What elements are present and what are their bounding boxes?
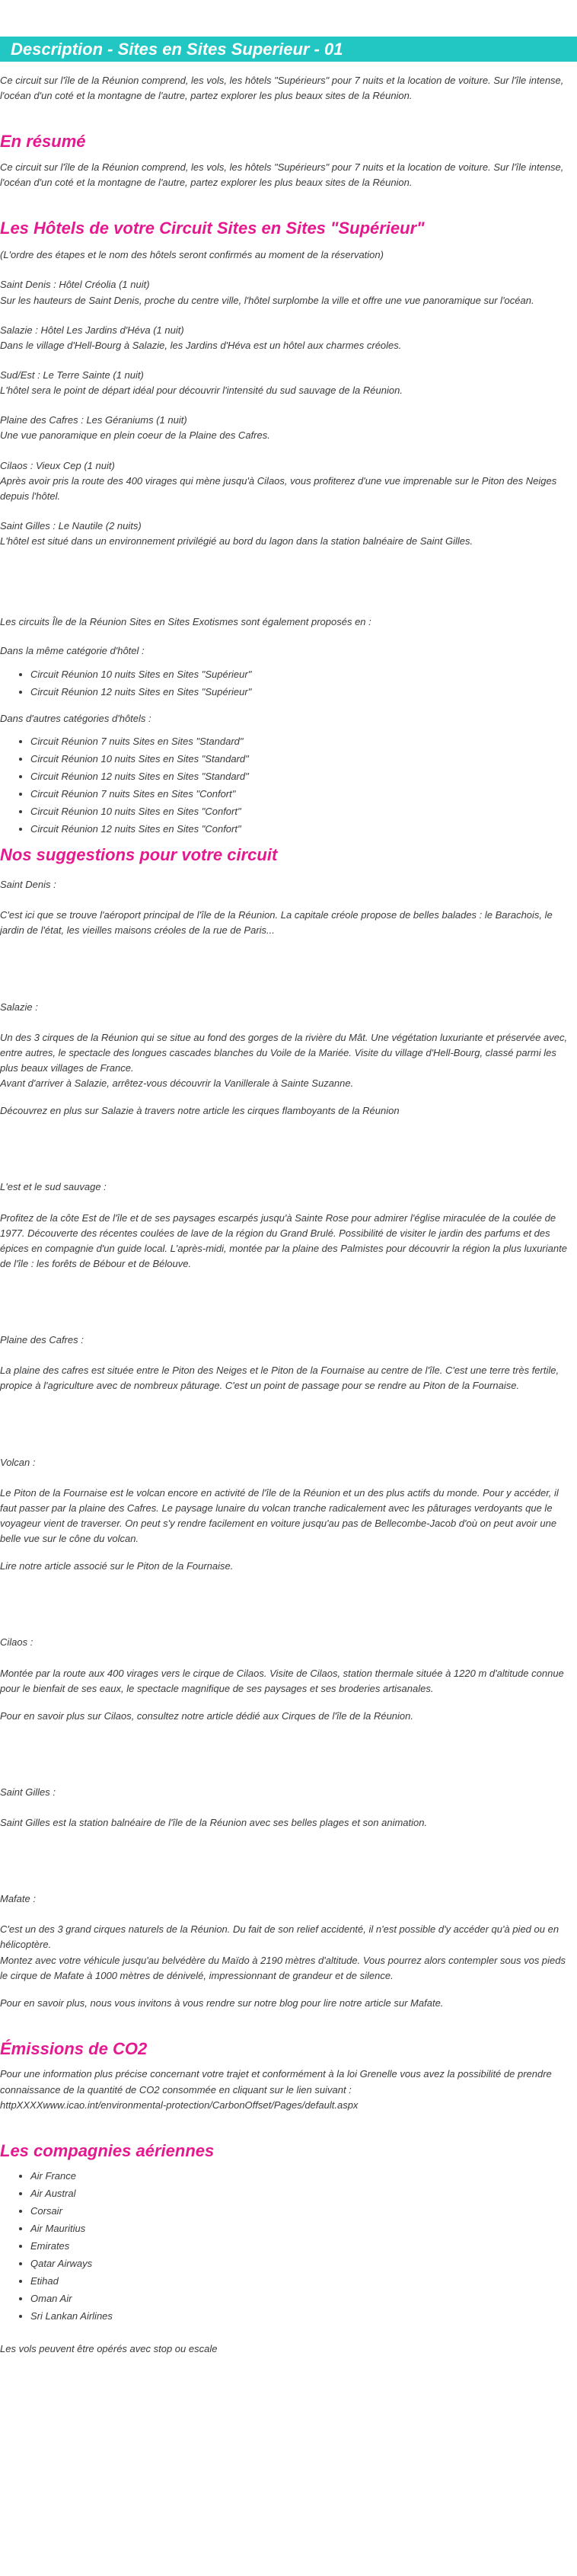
place-more-link[interactable]: Pour en savoir plus, nous vous invitons à vous rendre sur notre blog pour lire notre article sur Mafate. — [0, 1997, 444, 2009]
hotels-note: (L'ordre des étapes et le nom des hôtels seront confirmés au moment de la réservation) — [0, 249, 384, 261]
same-category-label: Dans la même catégorie d'hôtel : — [0, 645, 145, 657]
circuit-link[interactable]: • Circuit Réunion 10 nuits Sites en Sites "Supérieur" — [30, 666, 575, 683]
airlines-note: Les vols peuvent être opérés avec stop ou escale — [0, 2343, 218, 2355]
place-name: Plaine des Cafres : — [0, 1334, 84, 1346]
airline-item: • Air France — [30, 2167, 575, 2185]
airline-item: • Air Austral — [30, 2185, 575, 2202]
co2-heading: Émissions de CO2 — [0, 2039, 148, 2059]
circuit-link[interactable]: • Circuit Réunion 10 nuits Sites en Sites "Standard" — [30, 750, 575, 768]
hotel-desc: Sur les hauteurs de Saint Denis, proche du centre ville, l'hôtel surplombe la ville et offre une vue panoramique sur l'océan. — [0, 294, 534, 306]
hotel-name: Plaine des Cafres : Les Géraniums (1 nuit) — [0, 414, 187, 426]
circuit-link[interactable]: • Circuit Réunion 12 nuits Sites en Sites "Confort" — [30, 820, 575, 838]
place-desc: C'est un des 3 grand cirques naturels de la Réunion. Du fait de son relief accidenté, il n'est possible d'y accéder qu'à pied ou en hélicoptère. — [0, 1923, 559, 1951]
resume-heading: En résumé — [0, 132, 86, 152]
place-name: Volcan : — [0, 1456, 36, 1468]
place-desc: Montée par la route aux 400 virages vers le cirque de Cilaos. Visite de Cilaos, station thermale située à 1220 m d'altitude connue pour le bienfait de ses eaux, le spectacle magnifique de ses paysages et ses broderies artisanales. — [0, 1667, 564, 1694]
hotel-name: Saint Gilles : Le Nautile (2 nuits) — [0, 520, 142, 532]
airline-item: • Etihad — [30, 2272, 575, 2290]
hotel-desc: L'hôtel est situé dans un environnement privilégié au bord du lagon dans la station balnéaire de Saint Gilles. — [0, 535, 473, 547]
co2-text: Pour une information plus précise concernant votre trajet et conformément à la loi Grenelle vous avez la possibilité de prendre connaissance de la quantité de CO2 consommée en cliquant sur le lien suivant : — [0, 2068, 552, 2096]
place-name: Mafate : — [0, 1893, 36, 1905]
circuit-link[interactable]: • Circuit Réunion 7 nuits Sites en Sites "Confort" — [30, 785, 575, 803]
place-name: Saint Denis : — [0, 879, 56, 891]
place-desc: Avant d'arriver à Salazie, arrêtez-vous découvrir la Vanillerale à Sainte Suzanne. — [0, 1077, 354, 1090]
suggestions-heading: Nos suggestions pour votre circuit — [0, 844, 278, 864]
circuit-link[interactable]: • Circuit Réunion 7 nuits Sites en Sites "Standard" — [30, 733, 575, 750]
place-more-link[interactable]: Découvrez en plus sur Salazie à travers notre article les cirques flamboyants de la Réunion — [0, 1105, 400, 1117]
hotel-item — [0, 413, 575, 443]
other-category-label: Dans d'autres catégories d'hôtels : — [0, 712, 151, 724]
airline-item: • Qatar Airways — [30, 2255, 575, 2272]
intro-text: Ce circuit sur l'île de la Réunion comprend, les vols, les hôtels "Supérieurs" pour 7 nuits et la location de voiture. Sur l'île intense, l'océan d'un coté et la montagne de l'autre, partez explorer les plus beaux sites de la Réunion. — [0, 75, 564, 102]
circuit-link[interactable]: • Circuit Réunion 12 nuits Sites en Sites "Standard" — [30, 768, 575, 785]
place-name: Saint Gilles : — [0, 1786, 56, 1798]
place-more-link[interactable]: Pour en savoir plus sur Cilaos, consultez notre article dédié aux Cirques de l'île de la Réunion. — [0, 1709, 413, 1722]
airline-item: • Oman Air — [30, 2290, 575, 2307]
hotels-heading: Les Hôtels de votre Circuit Sites en Sites "Supérieur" — [0, 218, 425, 238]
place-desc: Saint Gilles est la station balnéaire de l'île de la Réunion avec ses belles plages et son animation. — [0, 1817, 428, 1829]
hotel-desc: Dans le village d'Hell-Bourg à Salazie, les Jardins d'Héva est un hôtel aux charmes créoles. — [0, 339, 402, 351]
other-category-list — [0, 733, 575, 838]
content — [0, 73, 577, 2357]
hotel-item — [0, 368, 575, 398]
hotel-name: Saint Denis : Hôtel Créolia (1 nuit) — [0, 279, 150, 291]
airlines-list — [0, 2167, 575, 2325]
place-desc: Le Piton de la Fournaise est le volcan encore en activité de l'île de la Réunion et un des plus actifs du monde. Pour y accéder, il faut passer par la plaine des Cafres. Le paysage lunaire du volcan tranche radicalement avec les pâturages verdoyants que le voyageur vient de traverser. On peut s'y rendre facilement en voiture jusqu'au pas de Bellecombe-Jacob d'où on peut avoir une belle vue sur le cône du volcan. — [0, 1486, 559, 1545]
hotel-item — [0, 458, 575, 504]
resume-text: Ce circuit sur l'île de la Réunion comprend, les vols, les hôtels "Supérieurs" pour 7 nuits et la location de voiture. Sur l'île intense, l'océan d'un coté et la montagne de l'autre, partez explorer les plus beaux sites de la Réunion. — [0, 161, 564, 188]
circuit-link[interactable]: • Circuit Réunion 10 nuits Sites en Sites "Confort" — [30, 803, 575, 820]
hotel-item — [0, 323, 575, 353]
airline-item: • Sri Lankan Airlines — [30, 2307, 575, 2325]
hotel-desc: Une vue panoramique en plein coeur de la Plaine des Cafres. — [0, 429, 270, 442]
hotel-name: Salazie : Hôtel Les Jardins d'Héva (1 nuit) — [0, 324, 184, 336]
hotel-name: Sud/Est : Le Terre Sainte (1 nuit) — [0, 369, 144, 381]
same-category-list — [0, 666, 575, 701]
hotel-item — [0, 277, 575, 308]
hotel-desc: Après avoir pris la route des 400 virages qui mène jusqu'à Cilaos, vous profiterez d'une vue imprenable sur le Piton des Neiges depuis l'hôtel. — [0, 474, 557, 502]
co2-link[interactable]: httpXXXXwww.icao.int/environmental-protection/CarbonOffset/Pages/default.aspx — [0, 2099, 359, 2111]
place-name: Cilaos : — [0, 1636, 33, 1649]
place-more-link[interactable]: Lire notre article associé sur le Piton de la Fournaise. — [0, 1560, 234, 1572]
hotel-name: Cilaos : Vieux Cep (1 nuit) — [0, 459, 115, 471]
airline-item: • Air Mauritius — [30, 2220, 575, 2237]
circuit-link[interactable]: • Circuit Réunion 12 nuits Sites en Sites "Supérieur" — [30, 683, 575, 701]
hotel-desc: L'hôtel sera le point de départ idéal pour découvrir l'intensité du sud sauvage de la Réunion. — [0, 385, 403, 397]
airline-item: • Corsair — [30, 2202, 575, 2220]
place-name: L'est et le sud sauvage : — [0, 1181, 107, 1193]
airlines-heading: Les compagnies aériennes — [0, 2140, 215, 2160]
place-desc: C'est ici que se trouve l'aéroport principal de l'île de la Réunion. La capitale créole propose de belles balades : le Barachois, le jardin de l'état, les vieilles maisons créoles de la rue de Paris... — [0, 909, 553, 937]
place-desc: Profitez de la côte Est de l'île et de ses paysages escarpés jusqu'à Sainte Rose pour admirer l'église miraculée de la coulée de 1977. Découverte des récentes coulées de lave de la région du Grand Brulé. Possibilité de visiter le jardin des parfums et des épices en compagnie d'un guide local. L'après-midi, montée par la plaine des Palmistes pour découvrir la région la plus luxuriante de l'île : les forêts de Bébour et de Bélouve. — [0, 1211, 567, 1269]
place-name: Salazie : — [0, 1001, 38, 1013]
circuits-intro: Les circuits Île de la Réunion Sites en Sites Exotismes sont également proposés en : — [0, 616, 371, 628]
place-desc: La plaine des cafres est située entre le Piton des Neiges et le Piton de la Fournaise au centre de l'île. C'est une terre très fertile, propice à l'agriculture avec de nombreux pâturage. C'est un point de passage pour se rendre au Piton de la Fournaise. — [0, 1365, 559, 1392]
place-desc: Montez avec votre véhicule jusqu'au belvédère du Maïdo à 2190 mètres d'altitude. Vous pourrez alors contempler sous vos pieds le cirque de Mafate à 1000 mètres de dénivelé, impressionnant de grandeur et de silence. — [0, 1954, 566, 1981]
hotel-item — [0, 519, 575, 549]
place-desc: Un des 3 cirques de la Réunion qui se situe au fond des gorges de la rivière du Mât. Une végétation luxuriante et préservée avec, entre autres, le spectacle des longues cascades blanches du Voile de la Mariée. Visite du village d'Hell-Bourg, classé parmi les plus beaux villages de France. — [0, 1031, 568, 1074]
airline-item: • Emirates — [30, 2237, 575, 2255]
page-title: Description - Sites en Sites Superieur - 01 — [0, 37, 577, 62]
